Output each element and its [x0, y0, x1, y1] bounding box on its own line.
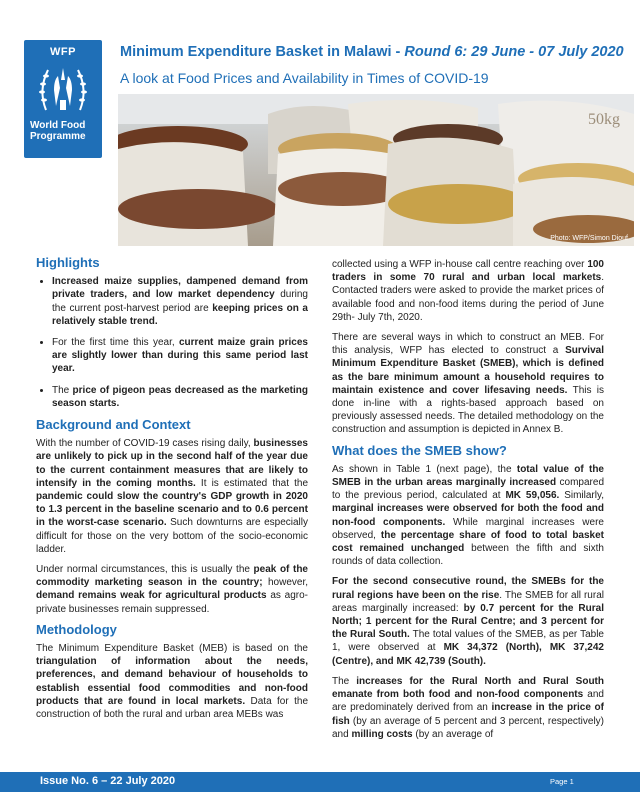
grain-sacks-illustration — [118, 94, 634, 246]
smeb-paragraph: For the second consecutive round, the SMEBs for the rural regions have been on the rise. The SMEB for all rural areas marginally increased: by 0.7 percent for the Rural North; 1 percent for the Rural Centre; and 3 percent for the Rural South. The total values of the SMEB, as per Table 1, were observed at MK 34,372 (North), MK 37,242 (Centre), and MK 42,739 (South). — [332, 576, 604, 667]
smeb-paragraph: The increases for the Rural North and Rural South emanate from both food and non-food components and are predominately derived from an increase in the price of fish (by an average of 5 percent and 3 percent, respectively) and milling costs (by an average of — [332, 675, 604, 740]
smeb-definition-paragraph: There are several ways in which to construct an MEB. For this analysis, WFP has elected to construct a Survival Minimum Expenditure Basket (SMEB), which is defined as the bare minimum amount a household requires to maintain existence and cover lifesaving needs. This is done in-line with a rights-based approach based on previously assessed needs. The detailed methodology on the construction and assumption is depicted in Annex B. — [332, 332, 604, 436]
wreath-hands-icon — [34, 60, 92, 118]
smeb-heading: What does the SMEB show? — [332, 442, 507, 458]
highlight-item: • Increased maize supplies, dampened demand from private traders, and low market dependency during the current post-harvest period are keeping prices on a relatively stable trend. — [52, 275, 308, 328]
highlights-list — [36, 275, 308, 410]
background-paragraph: Under normal circumstances, this is usually the peak of the commodity marketing season in the country; however, demand remains weak for agricultural products as agro-private businesses remain suppressed. — [36, 564, 309, 615]
logo-org-name: World Food Programme — [30, 120, 86, 142]
page-subtitle: A look at Food Prices and Availability in Times of COVID-19 — [120, 70, 489, 86]
highlights-heading: Highlights — [36, 255, 100, 270]
highlight-item: • The price of pigeon peas decreased as the marketing season starts. — [52, 384, 308, 410]
photo-credit: Photo: WFP/Simon Diouf — [550, 235, 628, 242]
title-round: Round 6: 29 June - 07 July 2020 — [404, 44, 624, 60]
smeb-paragraph: As shown in Table 1 (next page), the total value of the SMEB in the urban areas marginally increased compared to the previous period, calculated at MK 59,056. Similarly, marginal increases were observed for both the food and non-food components. While marginal increases were observed, the percentage share of food to total basket cost remained unchanged between the fifth and sixth rounds of data collection. — [332, 463, 605, 568]
footer-bar — [0, 772, 640, 792]
title-main: Minimum Expenditure Basket in Malawi - — [120, 44, 405, 60]
methodology-paragraph: The Minimum Expenditure Basket (MEB) is based on the triangulation of information about the needs, preferences, and demand behaviour of households to establish essential food commodities and non-food products that are found in local markets. Data for the construction of both the rural and urban area MEBs was — [36, 643, 309, 721]
page-title — [120, 44, 630, 60]
market-photo — [118, 94, 634, 246]
issue-number: Issue No. 6 – 22 July 2020 — [40, 775, 176, 787]
background-heading: Background and Context — [36, 417, 191, 433]
methodology-heading: Methodology — [36, 621, 117, 637]
methodology-paragraph-cont: collected using a WFP in-house call centre reaching over 100 traders in some 70 rural and urban local markets. Contacted traders were asked to provide the market prices of available food and non-food items during the period of June 29th- July 7th, 2020. — [332, 259, 604, 323]
wfp-logo — [24, 40, 102, 158]
sack-label: 50kg — [588, 111, 620, 128]
right-column — [332, 258, 604, 748]
left-column — [36, 252, 308, 728]
highlight-item: • For the first time this year, current maize grain prices are slightly lower than during this same period last year. — [52, 336, 308, 376]
logo-abbr: WFP — [50, 46, 76, 58]
background-paragraph: With the number of COVID-19 cases rising daily, businesses are unlikely to pick up in the second half of the year due to the current containment measures that are likely to intensify in the coming months. It is estimated that the pandemic could slow the country's GDP growth in 2020 to 1.3 percent in the baseline scenario and to 0.6 percent in the worst-case scenario. Such downturns are especially difficult for those on the very bottom of the socio-economic ladder. — [36, 438, 309, 555]
page-number: Page 1 — [550, 777, 574, 786]
